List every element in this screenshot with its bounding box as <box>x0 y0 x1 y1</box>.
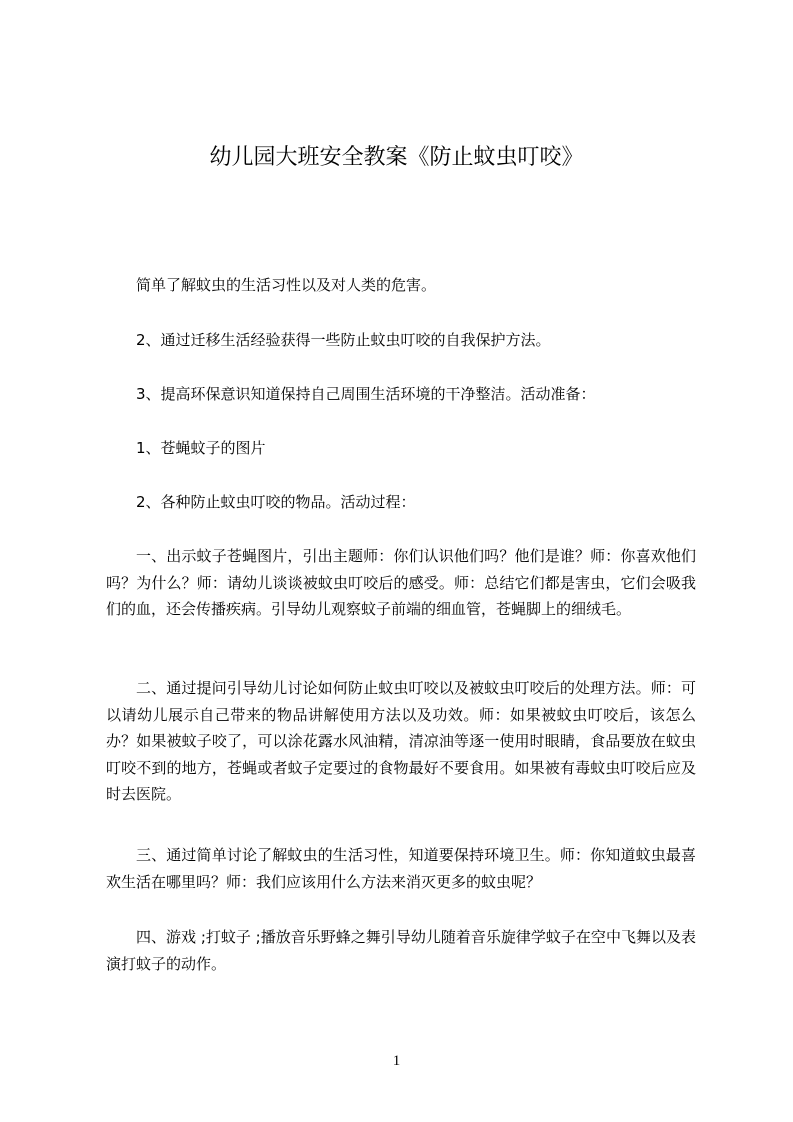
paragraph-2: 2、通过迁移生活经验获得一些防止蚊虫叮咬的自我保护方法。 <box>136 331 551 349</box>
paragraph-8: 三、通过简单讨论了解蚊虫的生活习性，知道要保持环境卫生。师：你知道蚊虫最喜欢生活在哪里吗？师：我们应该用什么方法来消灭更多的蚊虫呢？ <box>106 846 696 891</box>
paragraph-3: 3、提高环保意识知道保持自己周围生活环境的干净整洁。活动准备： <box>136 385 596 403</box>
paragraph-1: 简单了解蚊虫的生活习性以及对人类的危害。 <box>136 276 437 294</box>
document-title: 幼儿园大班安全教案《防止蚊虫叮咬》 <box>209 145 584 170</box>
paragraph-4: 1、苍蝇蚊子的图片 <box>136 439 266 457</box>
paragraph-6: 一、出示蚊子苍蝇图片，引出主题师：你们认识他们吗？他们是谁？师：你喜欢他们吗？为什么？师：请幼儿谈谈被蚊虫叮咬后的感受。师：总结它们都是害虫，它们会吸我们的血，还会传播疾病。引导幼儿观察蚊子前端的细血管，苍蝇脚上的细绒毛。 <box>106 547 696 618</box>
page-number: 1 <box>392 1053 401 1069</box>
paragraph-9: 四、游戏 ;打蚊子 ;播放音乐野蜂之舞引导幼儿随着音乐旋律学蚊子在空中飞舞以及表演打蚊子的动作。 <box>106 928 696 973</box>
paragraph-7: 二、通过提问引导幼儿讨论如何防止蚊虫叮咬以及被蚊虫叮咬后的处理方法。师：可以请幼儿展示自己带来的物品讲解使用方法以及功效。师：如果被蚊虫叮咬后，该怎么办？如果被蚊子咬了，可以涂花露水风油精，清凉油等逐一使用时眼睛，食品要放在蚊虫叮咬不到的地方，苍蝇或者蚊子定要过的食物最好不要食用。如果被有毒蚊虫叮咬后应及时去医院。 <box>106 679 696 803</box>
paragraph-5: 2、各种防止蚊虫叮咬的物品。活动过程： <box>136 493 416 511</box>
